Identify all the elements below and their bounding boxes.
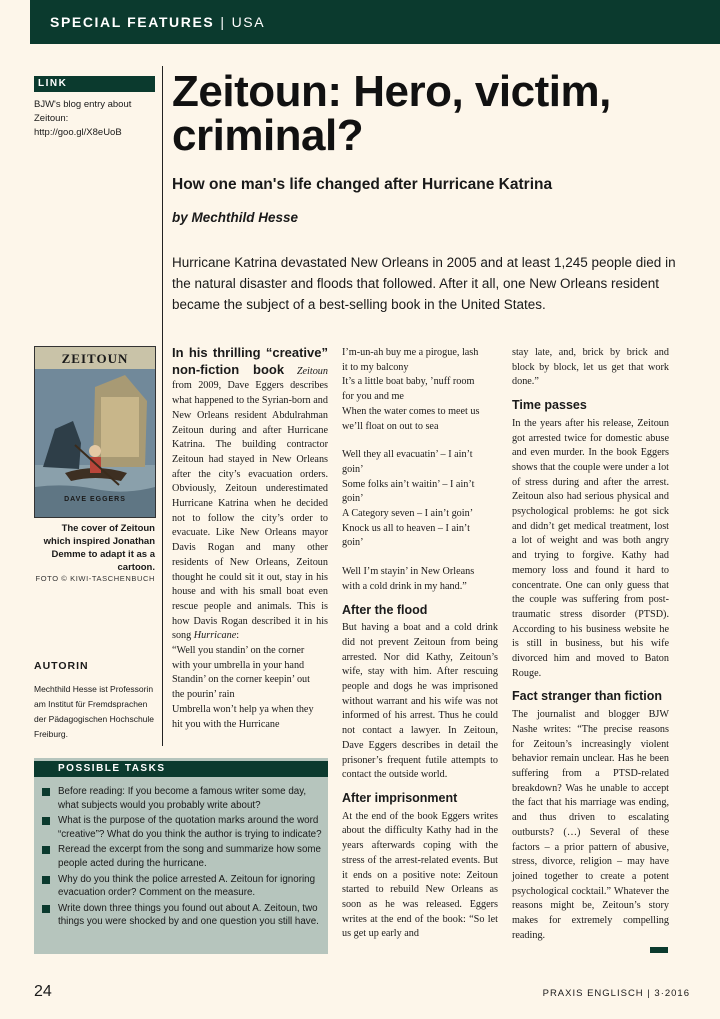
song-line: for you and me: [342, 391, 404, 403]
task-item: What is the purpose of the quotation marks around the word “creative”? What do you think the author is trying to indicate?: [42, 814, 322, 841]
song-line: with your umbrella in your hand: [172, 659, 305, 671]
page-number: 24: [34, 983, 52, 1000]
book-cover-author: DAVE EGGERS: [64, 496, 126, 503]
song-lyrics: [342, 346, 498, 595]
song-line: Umbrella won’t help ya when they: [172, 703, 314, 715]
song-line: we’ll float on out to sea: [342, 420, 439, 432]
book-cover-image: [34, 346, 156, 518]
cover-caption: The cover of Zeitoun which inspired Jonathan Demme to adapt it as a cartoon.: [43, 523, 155, 573]
article-byline: by Mechthild Hesse: [172, 210, 299, 225]
song-line: A Category seven – I ain’t goin’: [342, 508, 474, 520]
article-intro: Hurricane Katrina devastated New Orleans in 2005 and at least 1,245 people died in the natural disaster and floods that followed. After it all, one New Orleans resident became the subject of a best-selling book in the United States.: [172, 255, 676, 312]
song-line: goin’: [342, 463, 364, 475]
author-heading: AUTORIN: [34, 660, 89, 672]
book-cover-title: ZEITOUN: [61, 351, 129, 366]
article-column-2: [342, 346, 498, 942]
article-title: Zeitoun: Hero, victim, criminal?: [172, 67, 611, 160]
article-column-1: [172, 346, 328, 732]
section-header-bar: [30, 0, 720, 44]
section-country: USA: [231, 14, 266, 30]
tasks-list: [34, 785, 328, 929]
subheading-after-flood: After the flood: [342, 602, 428, 617]
task-item: Why do you think the police arrested A. Zeitoun for ignoring evacuation order? Comment on the measure.: [42, 873, 322, 900]
possible-tasks-box: [34, 758, 328, 954]
lead-in: In his thrilling “creative” non-fiction book: [172, 345, 328, 377]
paragraph: The journalist and blogger BJW Nashe writes: “The precise reasons for Zeitoun’s increasingly violent behavior remain unclear. Has he been suffering from a PTSD-related breakdown? Was he unable to accept the fact that his marriage was ending, and thus driven to escalating outbursts? (…) Several of these factors – a prior pattern of abusive, stress, divorce, religion – may have joined together to create a potent psychological cocktail.” Whatever the reasons might be, Zeitoun’s story makes for extremely compelling reading.: [512, 709, 669, 941]
song-line: goin’: [342, 493, 364, 505]
article-end-mark: [650, 947, 668, 953]
song-line: Some folks ain’t waitin’ – I ain’t: [342, 478, 475, 490]
article-column-3: [512, 346, 669, 943]
song-line: I’m-un-ah buy me a pirogue, lash: [342, 347, 479, 358]
paragraph: But having a boat and a cold drink did not prevent Zeitoun from being arrested. Nor did Kathy, Zeitoun’s wife, stay with him. After rescuing people and dogs he was imprisoned without warrant and his wife was not informed of his arrest. Thus he could not contact a lawyer. In Zeitoun, Dave Eggers describes in detail the prisoner’s frequent futile attempts to contact the outside world.: [342, 622, 498, 781]
photo-credit: FOTO © KIWI-TASCHENBUCH: [35, 574, 155, 583]
song-line: goin’: [342, 537, 364, 549]
book-cover-illustration: [35, 347, 155, 517]
task-item: Write down three things you found out about A. Zeitoun, two things you were shocked by and one question you still have.: [42, 902, 322, 929]
publication-footer: PRAXIS ENGLISCH | 3·2016: [542, 988, 690, 999]
song-title: Hurricane: [193, 630, 237, 642]
link-heading: LINK: [34, 76, 155, 92]
sidebar-divider: [162, 66, 163, 746]
song-lyrics: [172, 644, 328, 732]
paragraph: In the years after his release, Zeitoun got arrested twice for domestic abuse and even murder. In the book Eggers shows that the couple were under a lot of stress during and after the arrest. Zeitoun also had serious physical and psychological problems: he got sick and didn’t get medical treatment, lost a lot of weight and was both angry and trying to forgive. Kathy had memory loss and found it hard to concentrate. One can only guess that the couple was suffering from post-traumatic stress disorder (PTSD). According to his business website he is still in business, but his wife divorced him and moved to Baton Rouge.: [512, 417, 669, 679]
song-line: the pourin’ rain: [172, 689, 235, 701]
article-subtitle: How one man's life changed after Hurricane Katrina: [172, 176, 553, 193]
song-line: Knock us all to heaven – I ain’t: [342, 522, 470, 534]
song-line: with a cold drink in my hand.”: [342, 580, 467, 592]
link-text[interactable]: BJW's blog entry about Zeitoun: http://goo.gl/X8eUoB: [34, 99, 132, 138]
paragraph-text: from 2009, Dave Eggers describes what happened to the Syrian-born and New Orleans resident Abdulrahman Zeitoun during and after Hurricane Katrina. The building contractor Zeitoun had stayed in New Orleans after the city’s evacuation orders. Obviously, Zeitoun underestimated Hurricane Katrina when he decided not to follow the city’s order to evacuate. Like New Orleans mayor Davis Rogan and many other residents of New Orleans, Zeitoun thought he could sit it out, stay in his house and with his small boat even rescue people and animals. This is how Davis Rogan described it in his song: [172, 380, 328, 642]
song-line: Standin’ on the corner keepin’ out: [172, 674, 310, 686]
subheading-after-imprisonment: After imprisonment: [342, 790, 458, 805]
link-box: [34, 76, 155, 140]
task-item: Reread the excerpt from the song and summarize how some people acted during the hurricane.: [42, 843, 322, 870]
song-line: it to my balcony: [342, 361, 409, 373]
paragraph: At the end of the book Eggers writes about the difficulty Kathy had in the years afterwards coping with the stress of the arrest-related events. But it ends on a positive note: Zeitoun started to rebuild New Orleans as soon as he was released. Eggers writes at the end of the book: “So let us get up early and: [342, 810, 498, 940]
subheading-fact-stranger: Fact stranger than fiction: [512, 689, 663, 704]
section-label: SPECIAL FEATURES: [50, 14, 215, 30]
subheading-time-passes: Time passes: [512, 398, 587, 413]
task-item: Before reading: If you become a famous writer some day, what subjects would you probably write about?: [42, 785, 322, 812]
paragraph: In his thrilling “creative” non-fiction book Zeitoun from 2009, Dave Eggers describes what happened to the Syrian-born and New Orleans resident Abdulrahman Zeitoun during and after Hurricane Katrina. The building contractor Zeitoun had stayed in New Orleans after the city’s evacuation orders. Obviously, Zeitoun underestimated Hurricane Katrina when he decided not to follow the city’s order to evacuate. Like New Orleans mayor Davis Rogan and many other residents of New Orleans, Zeitoun thought he could sit it out, stay in his house and with his small boat even rescue people and animals. This is how Davis Rogan described it in his song Hurricane:: [172, 345, 328, 642]
song-line: Well they all evacuatin’ – I ain’t: [342, 449, 473, 461]
song-line: “Well you standin’ on the corner: [172, 645, 305, 657]
tasks-heading: POSSIBLE TASKS: [34, 761, 328, 777]
song-line: hit you with the Hurricane: [172, 718, 280, 730]
song-line: When the water comes to meet us: [342, 405, 480, 417]
author-bio: Mechthild Hesse ist Professorin am Institut für Fremdsprachen der Pädagogischen Hochschule Freiburg.: [34, 684, 155, 739]
header-separator: |: [220, 14, 226, 30]
song-line: Well I’m stayin’ in New Orleans: [342, 566, 475, 578]
paragraph: stay late, and, brick by brick and block by block, let us get that work done.”: [512, 347, 669, 388]
book-title-inline: Zeitoun: [296, 365, 328, 377]
song-line: It’s a little boat baby, ’nuff room: [342, 376, 475, 388]
